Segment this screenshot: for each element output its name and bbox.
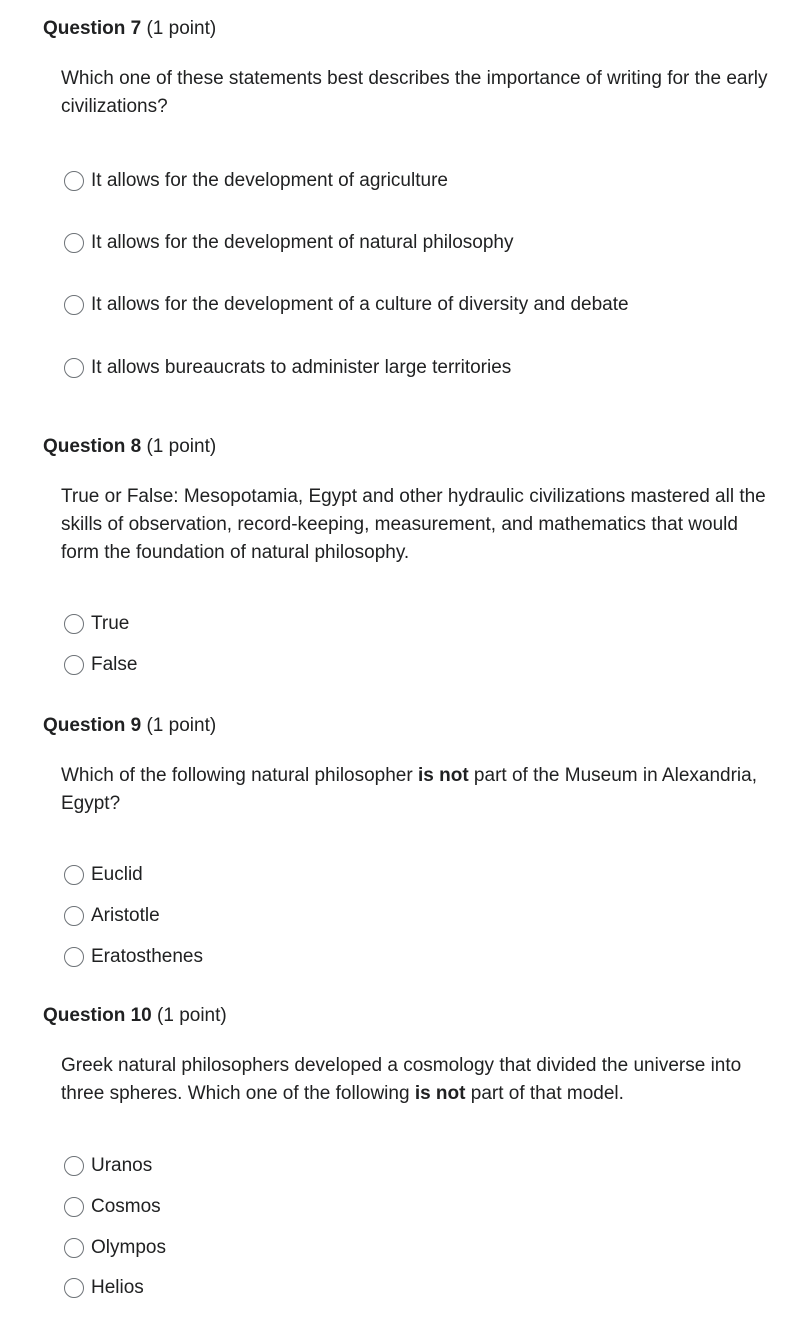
option-label: Euclid: [91, 864, 143, 885]
radio-button[interactable]: [64, 1156, 84, 1176]
q10-option-cosmos[interactable]: [64, 1194, 161, 1220]
question-7-text: Which one of these statements best describes the importance of writing for the early civilizations?: [61, 68, 768, 117]
radio-button[interactable]: [64, 655, 84, 675]
question-10-text: [61, 1052, 781, 1108]
q9-option-aristotle[interactable]: [64, 903, 160, 929]
option-label: Cosmos: [91, 1196, 161, 1217]
option-label: Helios: [91, 1277, 144, 1298]
q10-option-uranos[interactable]: [64, 1153, 152, 1179]
q10-option-helios[interactable]: [64, 1275, 144, 1301]
radio-button[interactable]: [64, 906, 84, 926]
q7-option-4[interactable]: [64, 355, 511, 381]
question-title-label: Question 8: [43, 436, 142, 457]
question-text-part: Which of the following natural philosopher: [61, 765, 418, 786]
radio-button[interactable]: [64, 865, 84, 885]
question-10-title: [43, 1004, 227, 1028]
option-label: It allows for the development of a culture of diversity and debate: [91, 294, 629, 315]
question-text-emphasis: is not: [417, 765, 469, 786]
question-title-label: Question 9: [43, 715, 142, 736]
q7-option-2[interactable]: [64, 230, 513, 256]
option-label: It allows for the development of natural philosophy: [91, 232, 514, 253]
question-9-text: [61, 762, 781, 818]
option-label: Uranos: [91, 1155, 153, 1176]
q8-option-true[interactable]: [64, 611, 129, 637]
radio-button[interactable]: [64, 295, 84, 315]
q9-option-eratosthenes[interactable]: [64, 944, 203, 970]
option-label: True: [91, 613, 130, 634]
question-points: (1 point): [157, 1005, 227, 1026]
option-label: It allows for the development of agriculture: [91, 170, 448, 191]
question-text-part: part of that model.: [465, 1083, 624, 1104]
question-points: (1 point): [146, 715, 217, 736]
option-label: False: [91, 654, 138, 675]
radio-button[interactable]: [64, 358, 84, 378]
question-8-text: True or False: Mesopotamia, Egypt and other hydraulic civilizations mastered all the skills of observation, record-keeping, measurement, and mathematics that would form the foundation of natural philosophy.: [61, 486, 766, 563]
question-points: (1 point): [146, 18, 217, 39]
question-points: (1 point): [146, 436, 217, 457]
q10-option-olympos[interactable]: [64, 1235, 166, 1261]
question-9-title: [43, 714, 216, 738]
q7-option-1[interactable]: [64, 168, 448, 194]
radio-button[interactable]: [64, 1197, 84, 1217]
question-8-title: [43, 435, 216, 459]
q7-option-3[interactable]: [64, 292, 629, 318]
radio-button[interactable]: [64, 171, 84, 191]
option-label: It allows bureaucrats to administer large territories: [91, 357, 512, 378]
radio-button[interactable]: [64, 947, 84, 967]
question-title-label: Question 7: [43, 18, 142, 39]
question-text-part: part of the Museum in Alexandria, Egypt?: [61, 765, 757, 814]
question-text-emphasis: is not: [414, 1083, 466, 1104]
option-label: Eratosthenes: [91, 946, 203, 967]
radio-button[interactable]: [64, 233, 84, 253]
radio-button[interactable]: [64, 1238, 84, 1258]
option-label: Olympos: [91, 1237, 166, 1258]
radio-button[interactable]: [64, 614, 84, 634]
radio-button[interactable]: [64, 1278, 84, 1298]
option-label: Aristotle: [91, 905, 160, 926]
question-title-label: Question 10: [43, 1005, 152, 1026]
q9-option-euclid[interactable]: [64, 862, 143, 888]
q8-option-false[interactable]: [64, 652, 137, 678]
question-7-title: [43, 17, 216, 41]
question-text-part: Greek natural philosophers developed a cosmology that divided the universe into three spheres. Which one of the following: [61, 1055, 742, 1104]
